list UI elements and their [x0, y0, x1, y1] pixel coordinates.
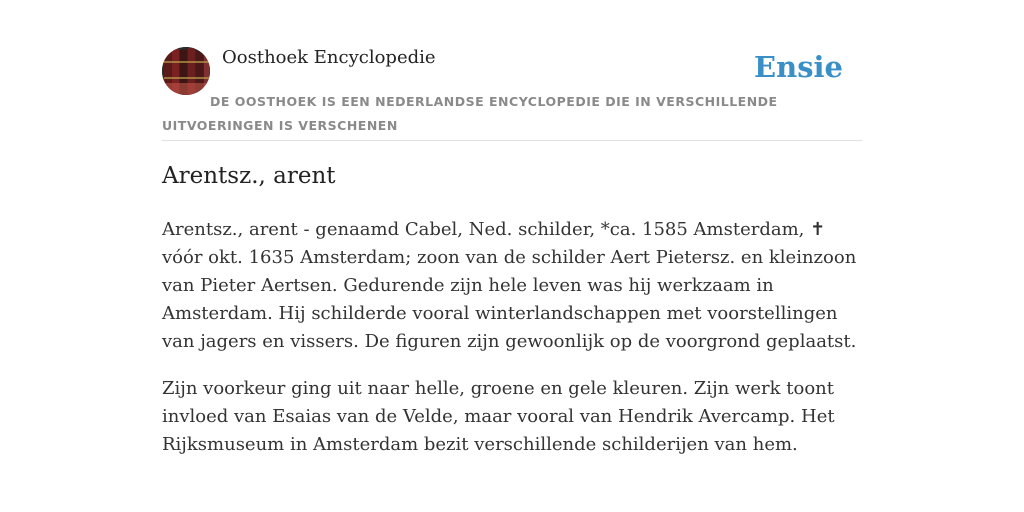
- site-name[interactable]: Oosthoek Encyclopedie: [222, 47, 436, 68]
- page-container: [162, 0, 862, 455]
- book-spines-icon[interactable]: [162, 47, 210, 95]
- article-body: [162, 216, 862, 478]
- brand-logo-text[interactable]: Ensie: [754, 50, 843, 84]
- article-paragraph: Arentsz., arent - genaamd Cabel, Ned. schilder, *ca. 1585 Amsterdam, ✝ vóór okt. 1635 Amsterdam; zoon van de schilder Aert Pietersz. en kleinzoon van Pieter Aertsen. Gedurende zijn hele leven was hij werkzaam in Amsterdam. Hij schilderde vooral winterlandschappen met voorstellingen van jagers en vissers. De figuren zijn gewoonlijk op de voorgrond geplaatst.: [162, 219, 857, 352]
- article-title: Arentsz., arent: [162, 163, 336, 189]
- article-paragraph: Zijn voorkeur ging uit naar helle, groene en gele kleuren. Zijn werk toont invloed van Esaias van de Velde, maar vooral van Hendrik Avercamp. Het Rijksmuseum in Amsterdam bezit verschillende schilderijen van hem.: [162, 378, 835, 455]
- site-tagline: DE OOSTHOEK IS EEN NEDERLANDSE ENCYCLOPEDIE DIE IN VERSCHILLENDE UITVOERINGEN IS VERSCHENEN: [162, 94, 778, 133]
- site-header: [162, 0, 862, 141]
